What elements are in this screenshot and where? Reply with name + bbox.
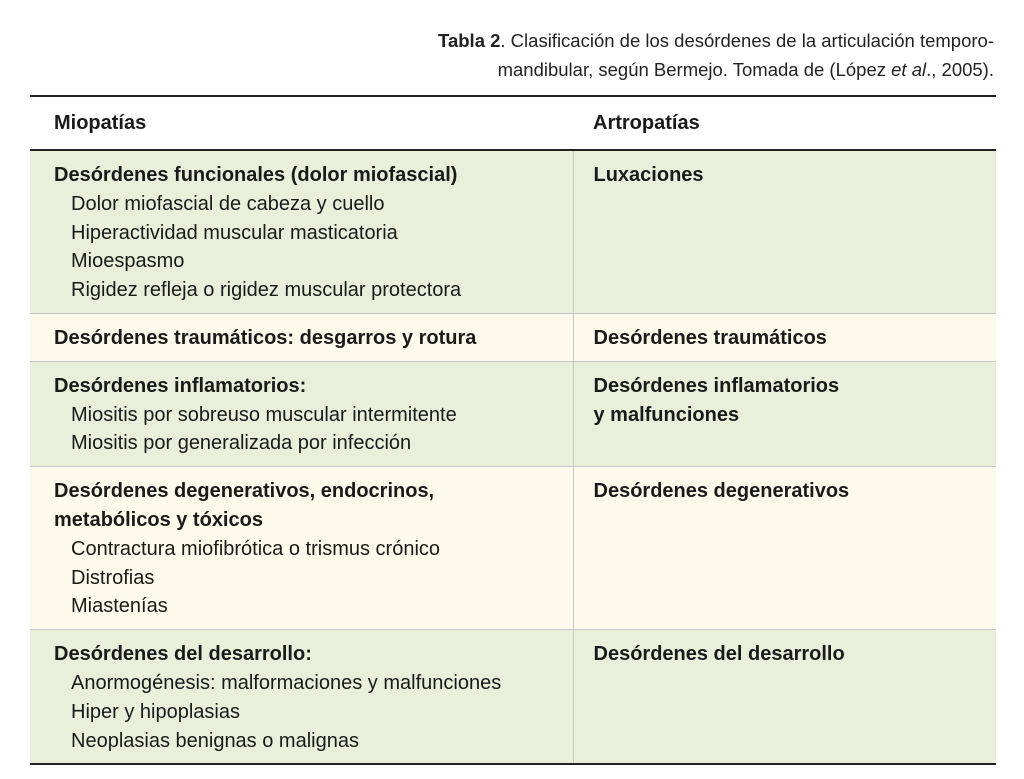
miopatia-cell — [30, 361, 573, 466]
caption-text-end: ., 2005). — [926, 59, 994, 80]
caption-italic: et al — [891, 59, 927, 80]
row-item: Distrofias — [71, 566, 155, 589]
table-row — [30, 361, 996, 466]
miopatia-cell — [30, 150, 573, 313]
row-item: Contractura miofibrótica o trismus crónico — [71, 537, 441, 560]
row-item: Anormogénesis: malformaciones y malfunciones — [71, 671, 502, 694]
row-item: Dolor miofascial de cabeza y cuello — [71, 192, 385, 215]
row-item: Neoplasias benignas o malignas — [71, 729, 359, 752]
row-item: Mioespasmo — [71, 250, 185, 273]
row-heading: Desórdenes funcionales (dolor miofascial) — [54, 164, 458, 186]
row-item: Rigidez refleja o rigidez muscular protectora — [71, 279, 462, 302]
table-row — [30, 630, 996, 765]
artropatia-cell — [573, 630, 996, 765]
artropatia-label: Desórdenes inflamatorios — [593, 374, 840, 397]
artropatia-cell — [573, 361, 996, 466]
artropatia-label: y malfunciones — [593, 403, 740, 426]
row-item: Miositis por sobreuso muscular intermitente — [71, 403, 457, 426]
miopatia-cell — [30, 630, 573, 765]
table-row — [30, 150, 996, 313]
row-item: Miastenías — [71, 595, 168, 618]
row-heading: metabólicos y tóxicos — [54, 508, 263, 531]
row-heading: Desórdenes del desarrollo: — [54, 643, 312, 666]
table-row — [30, 467, 996, 630]
artropatia-label: Desórdenes traumáticos — [593, 326, 827, 349]
artropatia-cell — [573, 467, 996, 630]
row-heading: Desórdenes degenerativos, endocrinos, — [54, 480, 435, 503]
classification-table — [30, 95, 996, 765]
miopatia-cell — [30, 467, 573, 630]
artropatia-label: Desórdenes del desarrollo — [593, 643, 845, 666]
artropatia-label: Luxaciones — [593, 164, 704, 186]
artropatia-label: Desórdenes degenerativos — [593, 480, 850, 503]
row-heading: Desórdenes traumáticos: desgarros y rotura — [54, 326, 477, 349]
row-item: Hiperactividad muscular masticatoria — [71, 221, 398, 244]
caption-text-line2: mandibular, según Bermejo. Tomada de (López — [497, 59, 892, 80]
row-heading: Desórdenes inflamatorios: — [54, 374, 307, 397]
row-item: Hiper y hipoplasias — [71, 700, 240, 723]
table-caption — [374, 26, 994, 84]
miopatia-cell — [30, 313, 573, 361]
artropatia-cell — [573, 313, 996, 361]
table-header-row — [30, 96, 996, 150]
row-item: Miositis por generalizada por infección — [71, 432, 412, 455]
table-row — [30, 313, 996, 361]
artropatia-cell — [573, 150, 996, 313]
caption-label: Tabla 2 — [438, 30, 501, 51]
header-miopatias: Miopatías — [30, 96, 573, 150]
caption-text-line1: . Clasificación de los desórdenes de la articulación temporo- — [500, 30, 994, 51]
header-artropatias: Artropatías — [573, 96, 996, 150]
